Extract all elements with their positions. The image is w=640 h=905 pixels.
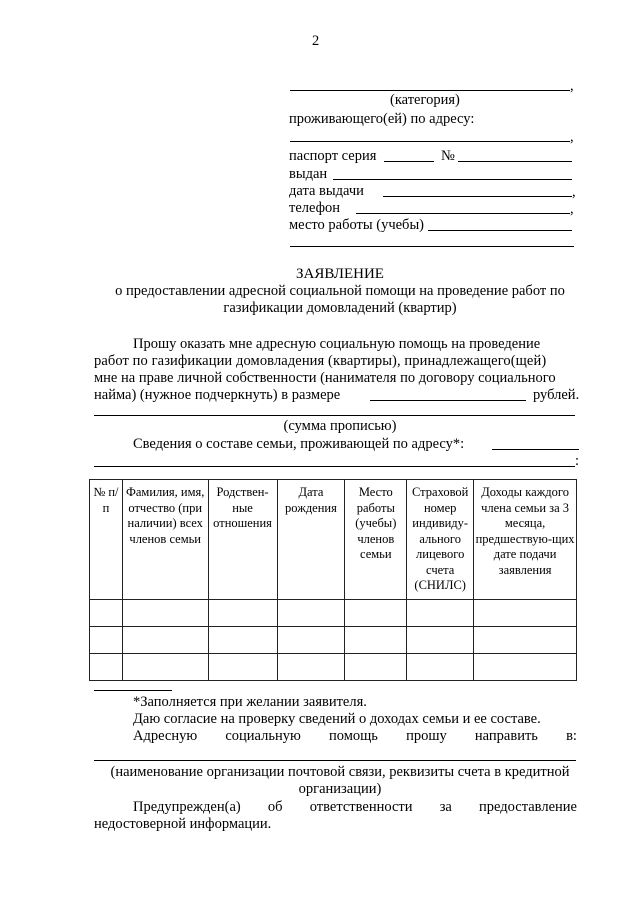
subtitle-line-2: газификации домовладений (квартир) [223,300,457,316]
document-page: 2 , (категория) проживающего(ей) по адресу: , паспорт серия № выдан дата выдачи , телефон , место работы (учебы) ЗАЯВЛЕНИЕ о предоставлении адресной социальной помощи на проведение работ по газификации домовладений (квартир) Прошу оказать мне адресную социальную помощь на проведение работ по газификации домовладения (квартиры), принадлежащего(щей) мне на праве личной собственности (нанимателя по договору социального найма) (нужное подчеркнуть) в размере рублей. (сумма прописью) Сведения о составе семьи, проживающей по адресу*: : № п/п Фамилия, имя, отчество (при наличии) всех членов семьи Родствен-ные отношения Дата рождения Место работы (учебы) членов семьи Страховой номер индивиду-ального лицевого счета (СНИЛС) Доходы каждого члена семьи за 3 месяца, предшествую-щих дате подачи заявления *Заполняется при желании заявителя. Даю согласие на проверку сведений о доходах семьи и ее составе. Адресную социальную помощь прошу направить в: (наименование организации почтовой связи, реквизиты счета в кредитной организации) Предупрежден(а) об ответственности за предоставление недостоверной информации. [0,0,640,905]
warning-line: Предупрежден(а) об ответственности за предоставление [133,799,577,815]
issue-date-field[interactable] [383,196,572,197]
phone-field[interactable] [356,213,570,214]
passport-number-label: № [441,148,455,164]
footnote: *Заполняется при желании заявителя. [133,694,367,710]
workplace-field[interactable] [428,230,572,231]
subtitle-line-1: о предоставлении адресной социальной помощи на проведение работ по [115,283,565,299]
issued-field[interactable] [333,179,572,180]
category-label: (категория) [390,92,460,108]
col-number: № п/п [90,480,123,600]
family-info-label: Сведения о составе семьи, проживающей по адресу*: [133,436,465,452]
col-full-name: Фамилия, имя, отчество (при наличии) всех членов семьи [122,480,208,600]
organization-label-2: организации) [298,781,382,797]
rubles-label: рублей. [533,387,580,403]
consent-text: Даю согласие на проверку сведений о доходах семьи и ее составе. [133,711,541,727]
table-row [90,654,577,681]
col-relationship: Родствен-ные отношения [208,480,277,600]
passport-number-field[interactable] [458,161,572,162]
organization-field[interactable] [94,760,576,761]
amount-field[interactable] [370,400,526,401]
col-snils: Страховой номер индивиду-ального лицевого счета (СНИЛС) [407,480,474,600]
family-address-field[interactable] [492,449,579,450]
footnote-separator [94,690,172,691]
table-row [90,627,577,654]
col-birth-date: Дата рождения [277,480,345,600]
page-number: 2 [312,33,320,49]
body-line-4: найма) (нужное подчеркнуть) в размере [94,387,341,403]
issued-label: выдан [289,166,328,182]
body-line-2: работ по газификации домовладения (квартиры), принадлежащего(щей) [94,353,547,369]
sum-words-label: (сумма прописью) [283,418,397,434]
table-header-row [90,480,577,600]
workplace-label: место работы (учебы) [289,217,425,233]
document-title: ЗАЯВЛЕНИЕ [296,266,384,282]
issue-date-label: дата выдачи [289,183,364,199]
address-line[interactable] [290,141,570,142]
table-row [90,600,577,627]
warning-line-2: недостоверной информации. [94,816,272,832]
body-line-1: Прошу оказать мне адресную социальную помощь на проведение [133,336,541,352]
family-table [89,479,577,681]
passport-series-field[interactable] [384,161,434,162]
organization-label-1: (наименование организации почтовой связи, реквизиты счета в кредитной [110,764,570,780]
family-address-field-2[interactable] [94,466,575,467]
amount-words-field[interactable] [94,415,575,416]
body-line-3: мне на праве личной собственности (нанимателя по договору социального [94,370,556,386]
col-workplace: Место работы (учебы) членов семьи [345,480,407,600]
passport-series-label: паспорт серия [289,148,377,164]
workplace-field-2[interactable] [290,246,574,247]
col-income: Доходы каждого члена семьи за 3 месяца, предшествую-щих дате подачи заявления [474,480,577,600]
category-line[interactable] [290,90,570,91]
phone-label: телефон [289,200,341,216]
send-to-line: Адресную социальную помощь прошу направить в: [133,728,577,744]
residing-label: проживающего(ей) по адресу: [289,111,475,127]
